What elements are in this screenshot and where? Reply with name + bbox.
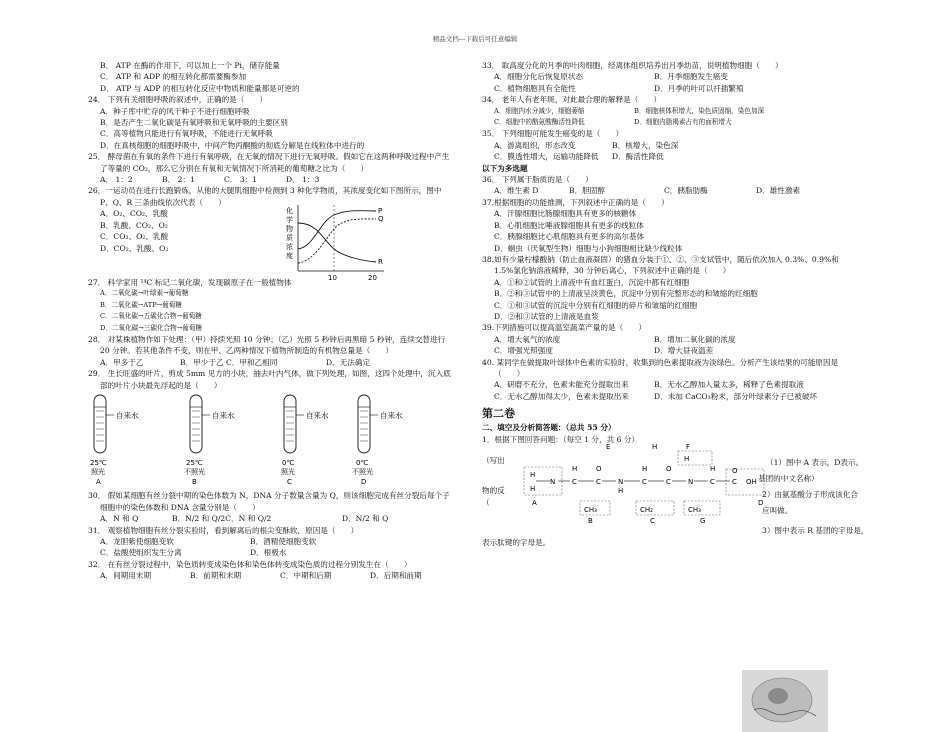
q40-option-b: B．无水乙醇加入量太多，稀释了色素提取液 xyxy=(654,380,804,390)
q24-option-c: C．高等植物只能进行有氧呼吸，不能进行无氧呼吸 xyxy=(100,129,273,139)
fill-q1-side-2: 基团的中文名称） xyxy=(758,474,819,483)
q40-option-a: A．研磨不充分，色素未能充分提取出来 xyxy=(494,380,629,390)
q26-option-d: D．CO₂、乳酸、O₂ xyxy=(100,243,169,253)
q27-option-c: C．二氧化碳→五碳化合物→葡萄糖 xyxy=(100,312,202,321)
q37-stem: 37.根据细胞的功能推测，下列叙述中正确的是（ ） xyxy=(482,197,669,207)
q39-option-c: C．增强光照强度 xyxy=(494,346,553,356)
q35-option-d: D．酶活性降低 xyxy=(612,152,664,162)
q30-stem-2: 细胞中的染色体数和 DNA 含量分别是（ ） xyxy=(100,502,260,512)
q31-option-b: B．酒精使细胞变软 xyxy=(250,536,317,546)
section-two-heading: 二、填空及分析简答题：（总共 55 分） xyxy=(482,423,616,433)
q26-concentration-chart xyxy=(284,201,414,285)
svg-text:H: H xyxy=(710,465,716,473)
q40-option-d: D．未加 CaCO₃粉末，部分叶绿素分子已被破坏 xyxy=(654,391,818,401)
q25-stem-1: 25． 酵母菌在有氧的条件下进行有氧呼吸，在无氧的情况下进行无氧呼吸。假如它在这两种呼吸过程中产生 xyxy=(88,152,450,162)
tube-d xyxy=(352,395,403,486)
svg-text:H: H xyxy=(572,465,578,473)
q37-option-d: D．蛔虫（厌氧型生物）细胞与小狗细胞相比缺少线粒体 xyxy=(494,243,683,253)
tube-b-light: 不照光 xyxy=(184,467,205,476)
fill-q1-side-4: 应叫做。 xyxy=(762,506,793,515)
svg-text:O: O xyxy=(666,465,672,473)
q24-stem: 24． 下列有关细胞呼吸的叙述中，正确的是（ ） xyxy=(88,95,268,105)
q37-option-a: A．汗腺细胞比肠腺细胞具有更多的核糖体 xyxy=(494,209,637,219)
fill-q1-left-text-2: 物的反 xyxy=(482,486,505,495)
tube-b-temp: 25℃ xyxy=(186,458,203,467)
q35-option-a: A．游离组织，形态改变 xyxy=(494,140,576,150)
svg-text:C: C xyxy=(666,478,671,486)
q39-option-b: B．增加二氧化碳的浓度 xyxy=(654,334,736,344)
q32-option-c: C．中期和后期 xyxy=(280,571,332,581)
q40-options-row2 xyxy=(482,391,892,402)
q29-tubes-figure xyxy=(88,391,468,487)
q24-option-b: B．是否产生二氧化碳是有氧呼吸和无氧呼吸的主要区别 xyxy=(100,118,288,128)
q35-option-c: C．膜透性增大，运输功能降低 xyxy=(494,152,599,162)
q38-option-a: A．①和②试管的上清液中有血红蛋白，沉淀中都有红细胞 xyxy=(494,277,690,287)
tube-c-temp: 0℃ xyxy=(282,458,295,467)
fill-q1-side-3: 2）由氨基酸分子形成该化合 xyxy=(762,490,858,499)
q26-option-c: C．CO₂、O₂、乳酸 xyxy=(100,232,169,242)
q33-option-a: A．细胞分化后恢复原状态 xyxy=(494,72,584,82)
fill-q1-side-1: （1）图中 A 表示，D表示。 xyxy=(766,458,864,467)
diagram-letter-c: C xyxy=(650,517,655,525)
q32-option-a: A．间期用末期 xyxy=(100,571,152,581)
q23-option-d: D． ATP 与 ADP 的相互转化反应中物质和能量都是可逆的 xyxy=(100,83,300,93)
tube-b xyxy=(184,395,235,486)
q38-stem-2: 1.5%氯化钠溶液稀释，30 分钟后离心，下列叙述中正确的是（ ） xyxy=(494,266,731,276)
q30-stem-1: 30． 假如某细胞有丝分裂中期的染色体数为 N，DNA 分子数量含量为 Q，则该细胞完成有丝分裂后每个子 xyxy=(88,491,450,501)
svg-text:N: N xyxy=(688,478,694,486)
q24-option-a: A．种子库中贮存的风干种子不进行细胞呼吸 xyxy=(100,106,250,116)
diagram-letter-b: B xyxy=(588,517,593,525)
diagram-letter-f: F xyxy=(686,443,691,451)
svg-text:N: N xyxy=(550,478,556,486)
q26-stem-1: 26．一运动员在进行长跑锻炼，从他的大腿肌细胞中检测到 3 种化学物质，其浓度变化如下图所示，图中 xyxy=(88,186,442,196)
q39-options-row2 xyxy=(482,345,892,356)
diagram-letter-d: D xyxy=(758,499,764,507)
tube-b-key: B xyxy=(192,477,197,486)
tube-a-light: 照光 xyxy=(91,467,105,476)
chart-label-r: R xyxy=(378,257,383,266)
tube-c-water-label: 自来水 xyxy=(306,410,329,420)
q25-options xyxy=(88,174,468,185)
q39-stem: 39.下列措施可以提高温室蔬菜产量的是（ ） xyxy=(482,323,646,333)
left-column xyxy=(88,60,468,582)
q30-option-a: A．N 和 Q xyxy=(100,514,139,524)
tube-c xyxy=(281,395,329,486)
q40-stem-2: （ ） xyxy=(494,368,525,378)
chart-ylabel-6: 度 xyxy=(286,251,293,260)
q31-option-c: C．盐酸使组织发生分离 xyxy=(100,548,182,558)
svg-text:C: C xyxy=(596,478,601,486)
q33-option-c: C．植物细胞具有全能性 xyxy=(494,83,576,93)
q36-option-a: A．维生素 D xyxy=(494,186,539,196)
q39-option-a: A．增大氧气的浓度 xyxy=(494,334,561,344)
chart-tick-20: 20 xyxy=(368,273,377,282)
q31-option-a: A．龙胆紫使细胞变软 xyxy=(100,536,174,546)
tube-c-key: C xyxy=(287,477,292,486)
fill-q1-left-text-3: （ xyxy=(482,498,490,507)
svg-text:H: H xyxy=(530,471,536,479)
q37-option-b: B．心肌细胞比唾液腺细胞具有更多的线粒体 xyxy=(494,220,644,230)
q23-option-b: B． ATP 在酶的作用下，可以加上一个 Pi，储存能量 xyxy=(100,61,280,70)
svg-text:CH₃: CH₃ xyxy=(688,506,701,514)
q34-stem: 34． 老年人有老年斑，对此最合理的解释是（ ） xyxy=(482,95,662,105)
q28-stem-1: 28． 对某株植物作如下处理：（甲）持续光照 10 分钟；（乙）光照 5 秒钟后再黑暗 5 秒钟，连续交替进行 xyxy=(88,334,446,344)
diagram-letter-a: A xyxy=(532,499,537,507)
q31-options-row2 xyxy=(88,547,468,558)
tube-b-water-label: 自来水 xyxy=(212,410,235,420)
q38-option-b: B．②和③试管中的上清液呈淡黄色，沉淀中分别有完整形态的和皱缩的红细胞 xyxy=(494,289,758,299)
svg-text:H: H xyxy=(684,455,690,463)
q35-option-b: B．核增大，染色深 xyxy=(612,140,679,150)
q39-option-d: D．增大昼夜温差 xyxy=(654,346,714,356)
svg-text:O: O xyxy=(596,465,602,473)
q38-stem-1: 38.如有少量柠檬酸钠（防止血液凝固）的猪血分装于①、②、③支试管中，随后依次加入 0.3%、0.9%和 xyxy=(482,254,839,264)
svg-text:O: O xyxy=(732,467,738,475)
chart-tick-10: 10 xyxy=(328,273,337,282)
chart-label-p: P xyxy=(378,206,383,215)
q40-option-c: C．无水乙醇加得太少，色素未提取出来 xyxy=(494,391,629,401)
q25-stem-2: 了等量的 CO₂，那么它分别在有氧和无氧情况下所消耗的葡萄糖之比为（ ） xyxy=(100,163,369,173)
q30-options xyxy=(88,513,468,524)
right-column xyxy=(482,60,892,549)
q25-option-b: B． 2：1 xyxy=(162,175,195,185)
svg-text:H: H xyxy=(618,487,624,495)
chart-ylabel-1: 化 xyxy=(286,206,293,215)
svg-text:C: C xyxy=(572,478,577,486)
q36-option-d: D．雄性激素 xyxy=(756,186,801,196)
q32-option-b: B．前期和末期 xyxy=(190,571,242,581)
q28-options xyxy=(88,357,468,368)
q26-option-a: A．O₂、CO₂、乳酸 xyxy=(100,209,168,219)
q25-option-d: D． 1：3 xyxy=(286,175,320,185)
q33-option-b: B．月季细胞发生癌变 xyxy=(654,72,728,82)
page-header: 精品文档---下载后可任意编辑 xyxy=(432,35,518,43)
q27-option-b: B．二氧化碳→ATP→葡萄糖 xyxy=(100,300,182,309)
q28-option-d: D．无法确定 xyxy=(326,357,371,367)
q28-option-bc: B．甲少于乙 C．甲和乙相同 xyxy=(180,357,278,367)
diagram-letter-g: G xyxy=(700,517,706,525)
fill-q1-side-5: 3）图中表示 R 基团的字母是， xyxy=(762,526,869,535)
svg-text:N: N xyxy=(618,478,624,486)
q27-option-d: D．二氧化碳→三碳化合物→葡萄糖 xyxy=(100,323,203,332)
cell-organelle-figure xyxy=(742,670,828,732)
q35-options-row2 xyxy=(482,151,892,162)
q31-option-d: D．根极水 xyxy=(250,548,287,558)
svg-text:CH₃: CH₃ xyxy=(584,506,597,514)
q24-option-d: D．在真核细胞的细胞呼吸中，中间产物丙酮酸的彻底分解是在线粒体中进行的 xyxy=(100,140,365,150)
chart-ylabel-2: 学 xyxy=(286,215,293,224)
q32-option-d: D．后期和前期 xyxy=(370,571,422,581)
q35-options-row1 xyxy=(482,140,892,151)
peptide-structure-diagram xyxy=(516,441,766,525)
svg-text:C: C xyxy=(710,478,715,486)
q28-option-a: A．甲多于乙 xyxy=(100,357,144,367)
tube-a-temp: 25℃ xyxy=(90,458,107,467)
tube-c-light: 照光 xyxy=(281,467,295,476)
svg-text:C: C xyxy=(732,478,737,486)
q30-option-bc: B．N/2 和 Q/2C．N 和 Q/2 xyxy=(172,514,272,524)
tube-d-light: 不照光 xyxy=(352,467,373,476)
q36-option-c: C．胰脂肪酶 xyxy=(664,186,708,196)
svg-text:H: H xyxy=(530,485,536,493)
q36-option-b: B．胆固醇 xyxy=(569,186,605,196)
fill-q1-block xyxy=(482,445,892,549)
tube-d-water-label: 自来水 xyxy=(380,410,403,420)
q23-option-c: C． ATP 和 ADP 的相互转化都需要酶参加 xyxy=(100,72,247,82)
q34-options-row1 xyxy=(482,106,892,117)
q29-stem-2: 部的叶片小块最先浮起的是（ ） xyxy=(100,380,222,390)
q33-option-d: D．月季的叶可以扦插繁殖 xyxy=(654,83,744,93)
q26-stem-2: P、Q、R 三条曲线依次代表（ ） xyxy=(100,197,226,207)
q34-option-b: B．细胞核体积增大，染色质固缩，染色加深 xyxy=(634,106,765,115)
q25-option-c: C． 3：1 xyxy=(224,175,258,185)
q37-option-c: C．胰腺细胞比心肌细胞具有更多的高尔基体 xyxy=(494,232,645,242)
q33-options-row1 xyxy=(482,71,892,82)
chart-ylabel-4: 质 xyxy=(286,233,293,242)
fill-q1-left-text-1: （写出 xyxy=(482,456,505,465)
q31-stem: 31． 观察植物细胞有丝分裂实验时，看到解离后的根尖变酥软，原因是（ ） xyxy=(88,525,359,535)
svg-text:C: C xyxy=(642,478,647,486)
q34-options-row2 xyxy=(482,117,892,128)
q27-stem: 27． 科学家用 ¹⁴C 标记二氧化碳，发现碳原子在一般植物体 xyxy=(88,277,292,287)
diagram-letter-h: H xyxy=(652,443,658,451)
svg-text:OH: OH xyxy=(746,478,757,486)
tube-d-key: D xyxy=(361,477,367,486)
q26-option-b: B．乳酸、CO₂、O₂ xyxy=(100,220,168,230)
q32-options xyxy=(88,570,468,581)
q34-option-d: D．细胞内脂褐素占有的面积增大 xyxy=(634,118,732,127)
q40-stem-1: 40. 某同学在做提取叶绿体中色素的实验时，收集到的色素提取液为淡绿色。分析产生该结果的可能原因是 xyxy=(482,357,839,367)
q28-stem-2: 20 分钟。若其他条件不变，则在甲、乙两种情况下植物所制造的有机物总量是（ ） xyxy=(100,346,394,356)
q38-option-d: D．②和③试管的上清液是血浆 xyxy=(494,311,599,321)
q31-options-row1 xyxy=(88,536,468,547)
chart-curve-p xyxy=(298,211,376,249)
q34-option-a: A．细胞内水分减少，细胞萎缩 xyxy=(494,106,585,115)
chart-ylabel-5: 浓 xyxy=(286,242,293,251)
diagram-letter-e: E xyxy=(606,443,611,451)
q39-options-row1 xyxy=(482,334,892,345)
tube-a-key: A xyxy=(96,477,101,486)
tube-a xyxy=(90,395,139,486)
q38-option-c: C．①和③试管的沉淀中分别有红细胞的碎片和皱缩的红细胞 xyxy=(494,300,698,310)
q29-stem-1: 29． 生长旺盛的叶片，剪成 5mm 见方的小块，抽去叶内气体，做下列处理，如图，这四个处理中，沉入底 xyxy=(88,369,451,379)
part-two-title: 第二卷 xyxy=(482,407,515,421)
svg-text:CH₂: CH₂ xyxy=(640,506,653,514)
q33-options-row2 xyxy=(482,83,892,94)
q34-option-c: C．细胞中的酪氨酸酶活性降低 xyxy=(494,118,585,127)
q32-stem: 32． 在有丝分裂过程中，染色质转变成染色体和染色体转变成染色质的过程分别发生在（ ） xyxy=(88,559,412,569)
q33-stem: 33． 取高度分化的月季的叶肉细胞，经离体组织培养出月季幼苗，说明植物细胞（ ） xyxy=(482,61,783,70)
chart-ylabel-3: 物 xyxy=(286,224,293,233)
fill-q1-tail: 表示肽键的字母是。 xyxy=(482,538,551,547)
tube-d-temp: 0℃ xyxy=(356,458,369,467)
q40-options-row1 xyxy=(482,379,892,390)
q35-stem: 35． 下列细胞可能发生癌变的是（ ） xyxy=(482,129,624,139)
q36-stem: 36． 下列属于脂质的是（ ） xyxy=(482,175,593,185)
fill-q1-stem: 1．根据下图回答问题：（每空 1 分，共 6 分） xyxy=(482,434,640,444)
chart-label-q: Q xyxy=(378,214,384,223)
q30-option-d: D．N/2 和 Q xyxy=(342,514,389,524)
q36-options xyxy=(482,185,892,196)
q25-option-a: A． 1：2 xyxy=(100,175,133,185)
multi-choice-heading: 以下为多选题 xyxy=(482,163,528,173)
q27-option-a: A．二氧化碳→叶绿素→葡萄糖 xyxy=(100,289,189,298)
tube-a-water-label: 自来水 xyxy=(116,410,139,420)
svg-text:H: H xyxy=(642,465,648,473)
